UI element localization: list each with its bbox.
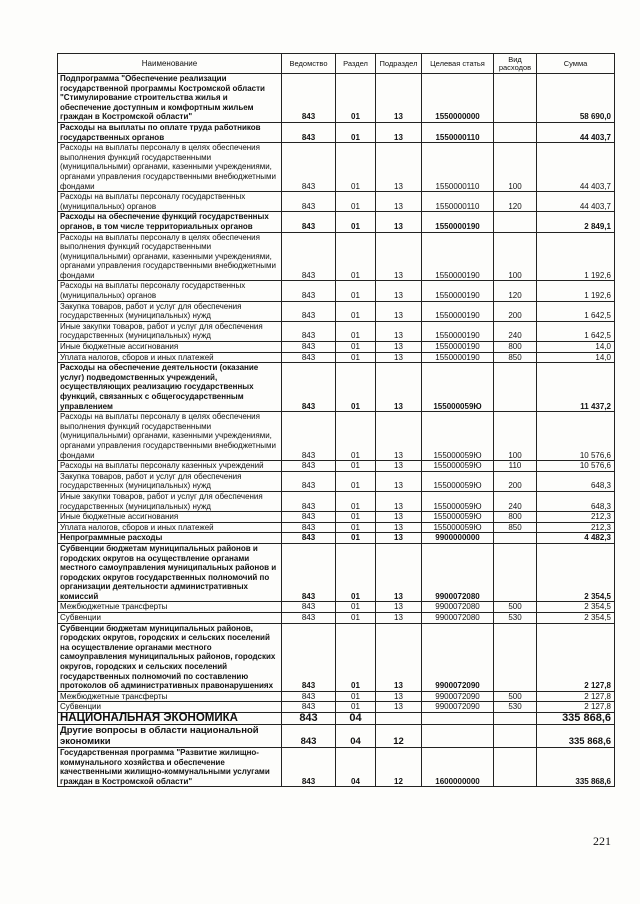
row-section-cell: 04: [336, 713, 376, 725]
row-name-cell: Расходы на выплаты по оплате труда работников государственных органов: [58, 122, 282, 142]
row-department-cell: 843: [282, 342, 336, 353]
row-name-cell: Субвенции: [58, 613, 282, 624]
row-section-cell: 01: [336, 623, 376, 691]
row-expense-kind-cell: 500: [494, 602, 537, 613]
row-name-cell: Государственная программа "Развитие жилищно-коммунального хозяйства и обеспечение качественными жилищно-коммунальными услугами граждан в Костромской области": [58, 748, 282, 787]
table-row: [58, 543, 615, 602]
row-subsection-cell: 13: [376, 74, 422, 123]
row-expense-kind-cell: [494, 533, 537, 544]
table-row: [58, 748, 615, 787]
row-target-article-cell: 1600000000: [422, 748, 494, 787]
row-expense-kind-cell: 800: [494, 342, 537, 353]
row-amount-cell: 58 690,0: [537, 74, 615, 123]
row-name-cell: Расходы на выплаты персоналу в целях обеспечения выполнения функций государственными (муниципальными) органами, казенными учреждениями, органами управления государственными внебюджетными фондами: [58, 412, 282, 461]
row-section-cell: 01: [336, 602, 376, 613]
row-department-cell: 843: [282, 363, 336, 412]
row-section-cell: 01: [336, 522, 376, 533]
row-amount-cell: 1 642,5: [537, 321, 615, 341]
row-subsection-cell: 13: [376, 522, 422, 533]
row-expense-kind-cell: [494, 713, 537, 725]
row-subsection-cell: 13: [376, 512, 422, 523]
row-expense-kind-cell: 120: [494, 281, 537, 301]
row-name-cell: Иные закупки товаров, работ и услуг для обеспечения государственных (муниципальных) нужд: [58, 491, 282, 511]
row-department-cell: 843: [282, 352, 336, 363]
row-target-article-cell: [422, 713, 494, 725]
row-name-cell: Уплата налогов, сборов и иных платежей: [58, 352, 282, 363]
row-section-cell: 01: [336, 691, 376, 702]
row-amount-cell: 2 127,8: [537, 691, 615, 702]
row-name-cell: Расходы на выплаты персоналу государственных (муниципальных) органов: [58, 192, 282, 212]
header-row: [58, 54, 615, 74]
row-subsection-cell: 13: [376, 352, 422, 363]
row-section-cell: 01: [336, 192, 376, 212]
row-subsection-cell: 13: [376, 321, 422, 341]
row-target-article-cell: 1550000110: [422, 143, 494, 192]
row-expense-kind-cell: 850: [494, 522, 537, 533]
row-department-cell: 843: [282, 321, 336, 341]
row-name-cell: Межбюджетные трансферты: [58, 691, 282, 702]
row-subsection-cell: 12: [376, 748, 422, 787]
table-row: [58, 702, 615, 713]
row-amount-cell: 2 849,1: [537, 212, 615, 232]
row-name-cell: Иные закупки товаров, работ и услуг для обеспечения государственных (муниципальных) нужд: [58, 321, 282, 341]
header-department: Ведомство: [282, 54, 336, 74]
row-target-article-cell: 1550000190: [422, 232, 494, 281]
header-expense-kind: Вид расходов: [494, 54, 537, 74]
row-name-cell: Другие вопросы в области национальной экономики: [58, 725, 282, 748]
row-expense-kind-cell: 120: [494, 192, 537, 212]
row-amount-cell: 212,3: [537, 522, 615, 533]
row-section-cell: 01: [336, 491, 376, 511]
row-expense-kind-cell: 100: [494, 412, 537, 461]
row-target-article-cell: 1550000190: [422, 342, 494, 353]
row-amount-cell: 2 127,8: [537, 702, 615, 713]
row-name-cell: Иные бюджетные ассигнования: [58, 512, 282, 523]
table-row: [58, 281, 615, 301]
row-amount-cell: 335 868,6: [537, 713, 615, 725]
row-name-cell: Субвенции бюджетам муниципальных районов и городских округов на осуществление органами местного самоуправления муниципальных районов и городских округов государственных полномочий по организации деятельности административных комиссий: [58, 543, 282, 602]
row-expense-kind-cell: 240: [494, 321, 537, 341]
row-target-article-cell: 155000059Ю: [422, 461, 494, 472]
row-section-cell: 01: [336, 232, 376, 281]
table-row: [58, 74, 615, 123]
row-subsection-cell: 13: [376, 342, 422, 353]
row-target-article-cell: 155000059Ю: [422, 363, 494, 412]
row-amount-cell: 4 482,3: [537, 533, 615, 544]
row-subsection-cell: 13: [376, 471, 422, 491]
row-amount-cell: 44 403,7: [537, 143, 615, 192]
row-name-cell: Расходы на выплаты персоналу государственных (муниципальных) органов: [58, 281, 282, 301]
row-subsection-cell: [376, 713, 422, 725]
table-row: [58, 623, 615, 691]
row-expense-kind-cell: [494, 748, 537, 787]
row-section-cell: 01: [336, 533, 376, 544]
row-amount-cell: 2 354,5: [537, 543, 615, 602]
row-department-cell: 843: [282, 301, 336, 321]
row-subsection-cell: 13: [376, 192, 422, 212]
row-target-article-cell: 1550000110: [422, 122, 494, 142]
table-row: [58, 301, 615, 321]
row-target-article-cell: 9900072080: [422, 543, 494, 602]
row-subsection-cell: 13: [376, 702, 422, 713]
row-target-article-cell: 9900072080: [422, 613, 494, 624]
row-department-cell: 843: [282, 512, 336, 523]
row-amount-cell: 14,0: [537, 352, 615, 363]
row-department-cell: 843: [282, 143, 336, 192]
table-row: [58, 522, 615, 533]
row-amount-cell: 335 868,6: [537, 748, 615, 787]
row-amount-cell: 11 437,2: [537, 363, 615, 412]
budget-table: [57, 53, 615, 787]
row-subsection-cell: 12: [376, 725, 422, 748]
table-row: [58, 471, 615, 491]
row-department-cell: 843: [282, 713, 336, 725]
row-section-cell: 01: [336, 212, 376, 232]
header-amount: Сумма: [537, 54, 615, 74]
row-section-cell: 01: [336, 143, 376, 192]
row-amount-cell: 2 354,5: [537, 602, 615, 613]
row-amount-cell: 1 192,6: [537, 232, 615, 281]
row-subsection-cell: 13: [376, 412, 422, 461]
row-name-cell: Непрограммные расходы: [58, 533, 282, 544]
table-row: [58, 512, 615, 523]
row-department-cell: 843: [282, 192, 336, 212]
table-row: [58, 691, 615, 702]
table-row: [58, 613, 615, 624]
row-target-article-cell: 1550000190: [422, 301, 494, 321]
row-amount-cell: 14,0: [537, 342, 615, 353]
table-row: [58, 602, 615, 613]
row-expense-kind-cell: 200: [494, 301, 537, 321]
row-subsection-cell: 13: [376, 533, 422, 544]
row-department-cell: 843: [282, 122, 336, 142]
row-target-article-cell: 1550000190: [422, 212, 494, 232]
header-subsection: Подраздел: [376, 54, 422, 74]
row-department-cell: 843: [282, 74, 336, 123]
row-section-cell: 01: [336, 543, 376, 602]
row-name-cell: Расходы на обеспечение деятельности (оказание услуг) подведомственных учреждений, осуществляющих реализацию государственных функций, связанных с общегосударственным управлением: [58, 363, 282, 412]
row-name-cell: Расходы на выплаты персоналу в целях обеспечения выполнения функций государственными (муниципальными) органами, казенными учреждениями, органами управления государственными внебюджетными фондами: [58, 143, 282, 192]
row-section-cell: 01: [336, 122, 376, 142]
row-section-cell: 01: [336, 321, 376, 341]
row-name-cell: Закупка товаров, работ и услуг для обеспечения государственных (муниципальных) нужд: [58, 301, 282, 321]
header-section: Раздел: [336, 54, 376, 74]
row-section-cell: 01: [336, 342, 376, 353]
row-amount-cell: 2 127,8: [537, 623, 615, 691]
row-subsection-cell: 13: [376, 232, 422, 281]
row-subsection-cell: 13: [376, 602, 422, 613]
row-target-article-cell: 1550000110: [422, 192, 494, 212]
row-name-cell: Уплата налогов, сборов и иных платежей: [58, 522, 282, 533]
row-section-cell: 01: [336, 352, 376, 363]
row-target-article-cell: 1550000190: [422, 281, 494, 301]
table-row: [58, 352, 615, 363]
row-department-cell: 843: [282, 748, 336, 787]
table-row: [58, 342, 615, 353]
row-expense-kind-cell: 800: [494, 512, 537, 523]
row-name-cell: Подпрограмма "Обеспечение реализации государственной программы Костромской области "Стимулирование строительства жилья и обеспечение доступным и комфортным жильем граждан в Костромской области": [58, 74, 282, 123]
row-name-cell: Закупка товаров, работ и услуг для обеспечения государственных (муниципальных) нужд: [58, 471, 282, 491]
row-target-article-cell: [422, 725, 494, 748]
table-row: [58, 321, 615, 341]
row-department-cell: 843: [282, 691, 336, 702]
table-row: [58, 533, 615, 544]
row-subsection-cell: 13: [376, 122, 422, 142]
row-department-cell: 843: [282, 702, 336, 713]
row-department-cell: 843: [282, 613, 336, 624]
row-expense-kind-cell: [494, 623, 537, 691]
row-amount-cell: 1 192,6: [537, 281, 615, 301]
row-target-article-cell: 1550000190: [422, 352, 494, 363]
row-subsection-cell: 13: [376, 623, 422, 691]
row-subsection-cell: 13: [376, 613, 422, 624]
row-subsection-cell: 13: [376, 491, 422, 511]
row-target-article-cell: 155000059Ю: [422, 412, 494, 461]
row-target-article-cell: 9900072090: [422, 702, 494, 713]
row-subsection-cell: 13: [376, 461, 422, 472]
row-target-article-cell: 155000059Ю: [422, 491, 494, 511]
row-department-cell: 843: [282, 522, 336, 533]
row-expense-kind-cell: 850: [494, 352, 537, 363]
page-number: 221: [593, 834, 611, 848]
row-target-article-cell: 1550000190: [422, 321, 494, 341]
row-section-cell: 01: [336, 471, 376, 491]
row-expense-kind-cell: [494, 363, 537, 412]
row-section-cell: 04: [336, 725, 376, 748]
row-department-cell: 843: [282, 281, 336, 301]
row-department-cell: 843: [282, 461, 336, 472]
row-section-cell: 01: [336, 461, 376, 472]
table-row: [58, 122, 615, 142]
row-target-article-cell: 9900000000: [422, 533, 494, 544]
row-amount-cell: 335 868,6: [537, 725, 615, 748]
row-department-cell: 843: [282, 602, 336, 613]
row-amount-cell: 212,3: [537, 512, 615, 523]
row-expense-kind-cell: [494, 122, 537, 142]
row-amount-cell: 1 642,5: [537, 301, 615, 321]
table-row: [58, 192, 615, 212]
row-name-cell: Субвенции бюджетам муниципальных районов, городских округов, городских и сельских поселений на осуществление органами местного самоуправления муниципальных районов, городских округов, городских и сельских поселений государственных полномочий по составлению протоколов об административных правонарушениях: [58, 623, 282, 691]
row-section-cell: 01: [336, 74, 376, 123]
row-expense-kind-cell: 110: [494, 461, 537, 472]
row-department-cell: 843: [282, 471, 336, 491]
row-subsection-cell: 13: [376, 281, 422, 301]
row-amount-cell: 10 576,6: [537, 461, 615, 472]
row-expense-kind-cell: 530: [494, 613, 537, 624]
header-name: Наименование: [58, 54, 282, 74]
row-expense-kind-cell: [494, 74, 537, 123]
row-amount-cell: 648,3: [537, 471, 615, 491]
row-amount-cell: 2 354,5: [537, 613, 615, 624]
row-target-article-cell: 9900072090: [422, 623, 494, 691]
row-expense-kind-cell: [494, 543, 537, 602]
row-target-article-cell: 9900072090: [422, 691, 494, 702]
row-subsection-cell: 13: [376, 691, 422, 702]
header-target-article: Целевая статья: [422, 54, 494, 74]
row-department-cell: 843: [282, 533, 336, 544]
row-department-cell: 843: [282, 412, 336, 461]
table-row: [58, 232, 615, 281]
row-name-cell: НАЦИОНАЛЬНАЯ ЭКОНОМИКА: [58, 713, 282, 725]
row-expense-kind-cell: 200: [494, 471, 537, 491]
row-section-cell: 01: [336, 363, 376, 412]
row-section-cell: 04: [336, 748, 376, 787]
row-section-cell: 01: [336, 512, 376, 523]
row-department-cell: 843: [282, 543, 336, 602]
row-subsection-cell: 13: [376, 363, 422, 412]
row-name-cell: Иные бюджетные ассигнования: [58, 342, 282, 353]
row-section-cell: 01: [336, 613, 376, 624]
table-row: [58, 212, 615, 232]
row-target-article-cell: 155000059Ю: [422, 471, 494, 491]
row-name-cell: Расходы на выплаты персоналу казенных учреждений: [58, 461, 282, 472]
row-name-cell: Расходы на обеспечение функций государственных органов, в том числе территориальных органов: [58, 212, 282, 232]
table-body: [58, 74, 615, 787]
table-row: [58, 363, 615, 412]
budget-table-container: [57, 53, 614, 787]
table-row: [58, 461, 615, 472]
row-section-cell: 01: [336, 281, 376, 301]
row-name-cell: Расходы на выплаты персоналу в целях обеспечения выполнения функций государственными (муниципальными) органами, казенными учреждениями, органами управления государственными внебюджетными фондами: [58, 232, 282, 281]
row-department-cell: 843: [282, 232, 336, 281]
row-subsection-cell: 13: [376, 543, 422, 602]
row-subsection-cell: 13: [376, 212, 422, 232]
table-row: [58, 491, 615, 511]
row-amount-cell: 44 403,7: [537, 122, 615, 142]
row-amount-cell: 44 403,7: [537, 192, 615, 212]
row-target-article-cell: 9900072080: [422, 602, 494, 613]
row-subsection-cell: 13: [376, 143, 422, 192]
row-department-cell: 843: [282, 623, 336, 691]
row-name-cell: Субвенции: [58, 702, 282, 713]
row-section-cell: 01: [336, 301, 376, 321]
row-expense-kind-cell: [494, 212, 537, 232]
row-expense-kind-cell: 100: [494, 143, 537, 192]
row-expense-kind-cell: 530: [494, 702, 537, 713]
row-section-cell: 01: [336, 702, 376, 713]
row-name-cell: Межбюджетные трансферты: [58, 602, 282, 613]
table-row: [58, 143, 615, 192]
row-department-cell: 843: [282, 212, 336, 232]
row-department-cell: 843: [282, 725, 336, 748]
table-row: [58, 713, 615, 725]
row-expense-kind-cell: 500: [494, 691, 537, 702]
row-target-article-cell: 1550000000: [422, 74, 494, 123]
row-amount-cell: 648,3: [537, 491, 615, 511]
row-section-cell: 01: [336, 412, 376, 461]
table-row: [58, 725, 615, 748]
row-expense-kind-cell: [494, 725, 537, 748]
row-subsection-cell: 13: [376, 301, 422, 321]
row-target-article-cell: 155000059Ю: [422, 512, 494, 523]
table-row: [58, 412, 615, 461]
row-amount-cell: 10 576,6: [537, 412, 615, 461]
row-expense-kind-cell: 100: [494, 232, 537, 281]
row-department-cell: 843: [282, 491, 336, 511]
row-expense-kind-cell: 240: [494, 491, 537, 511]
row-target-article-cell: 155000059Ю: [422, 522, 494, 533]
